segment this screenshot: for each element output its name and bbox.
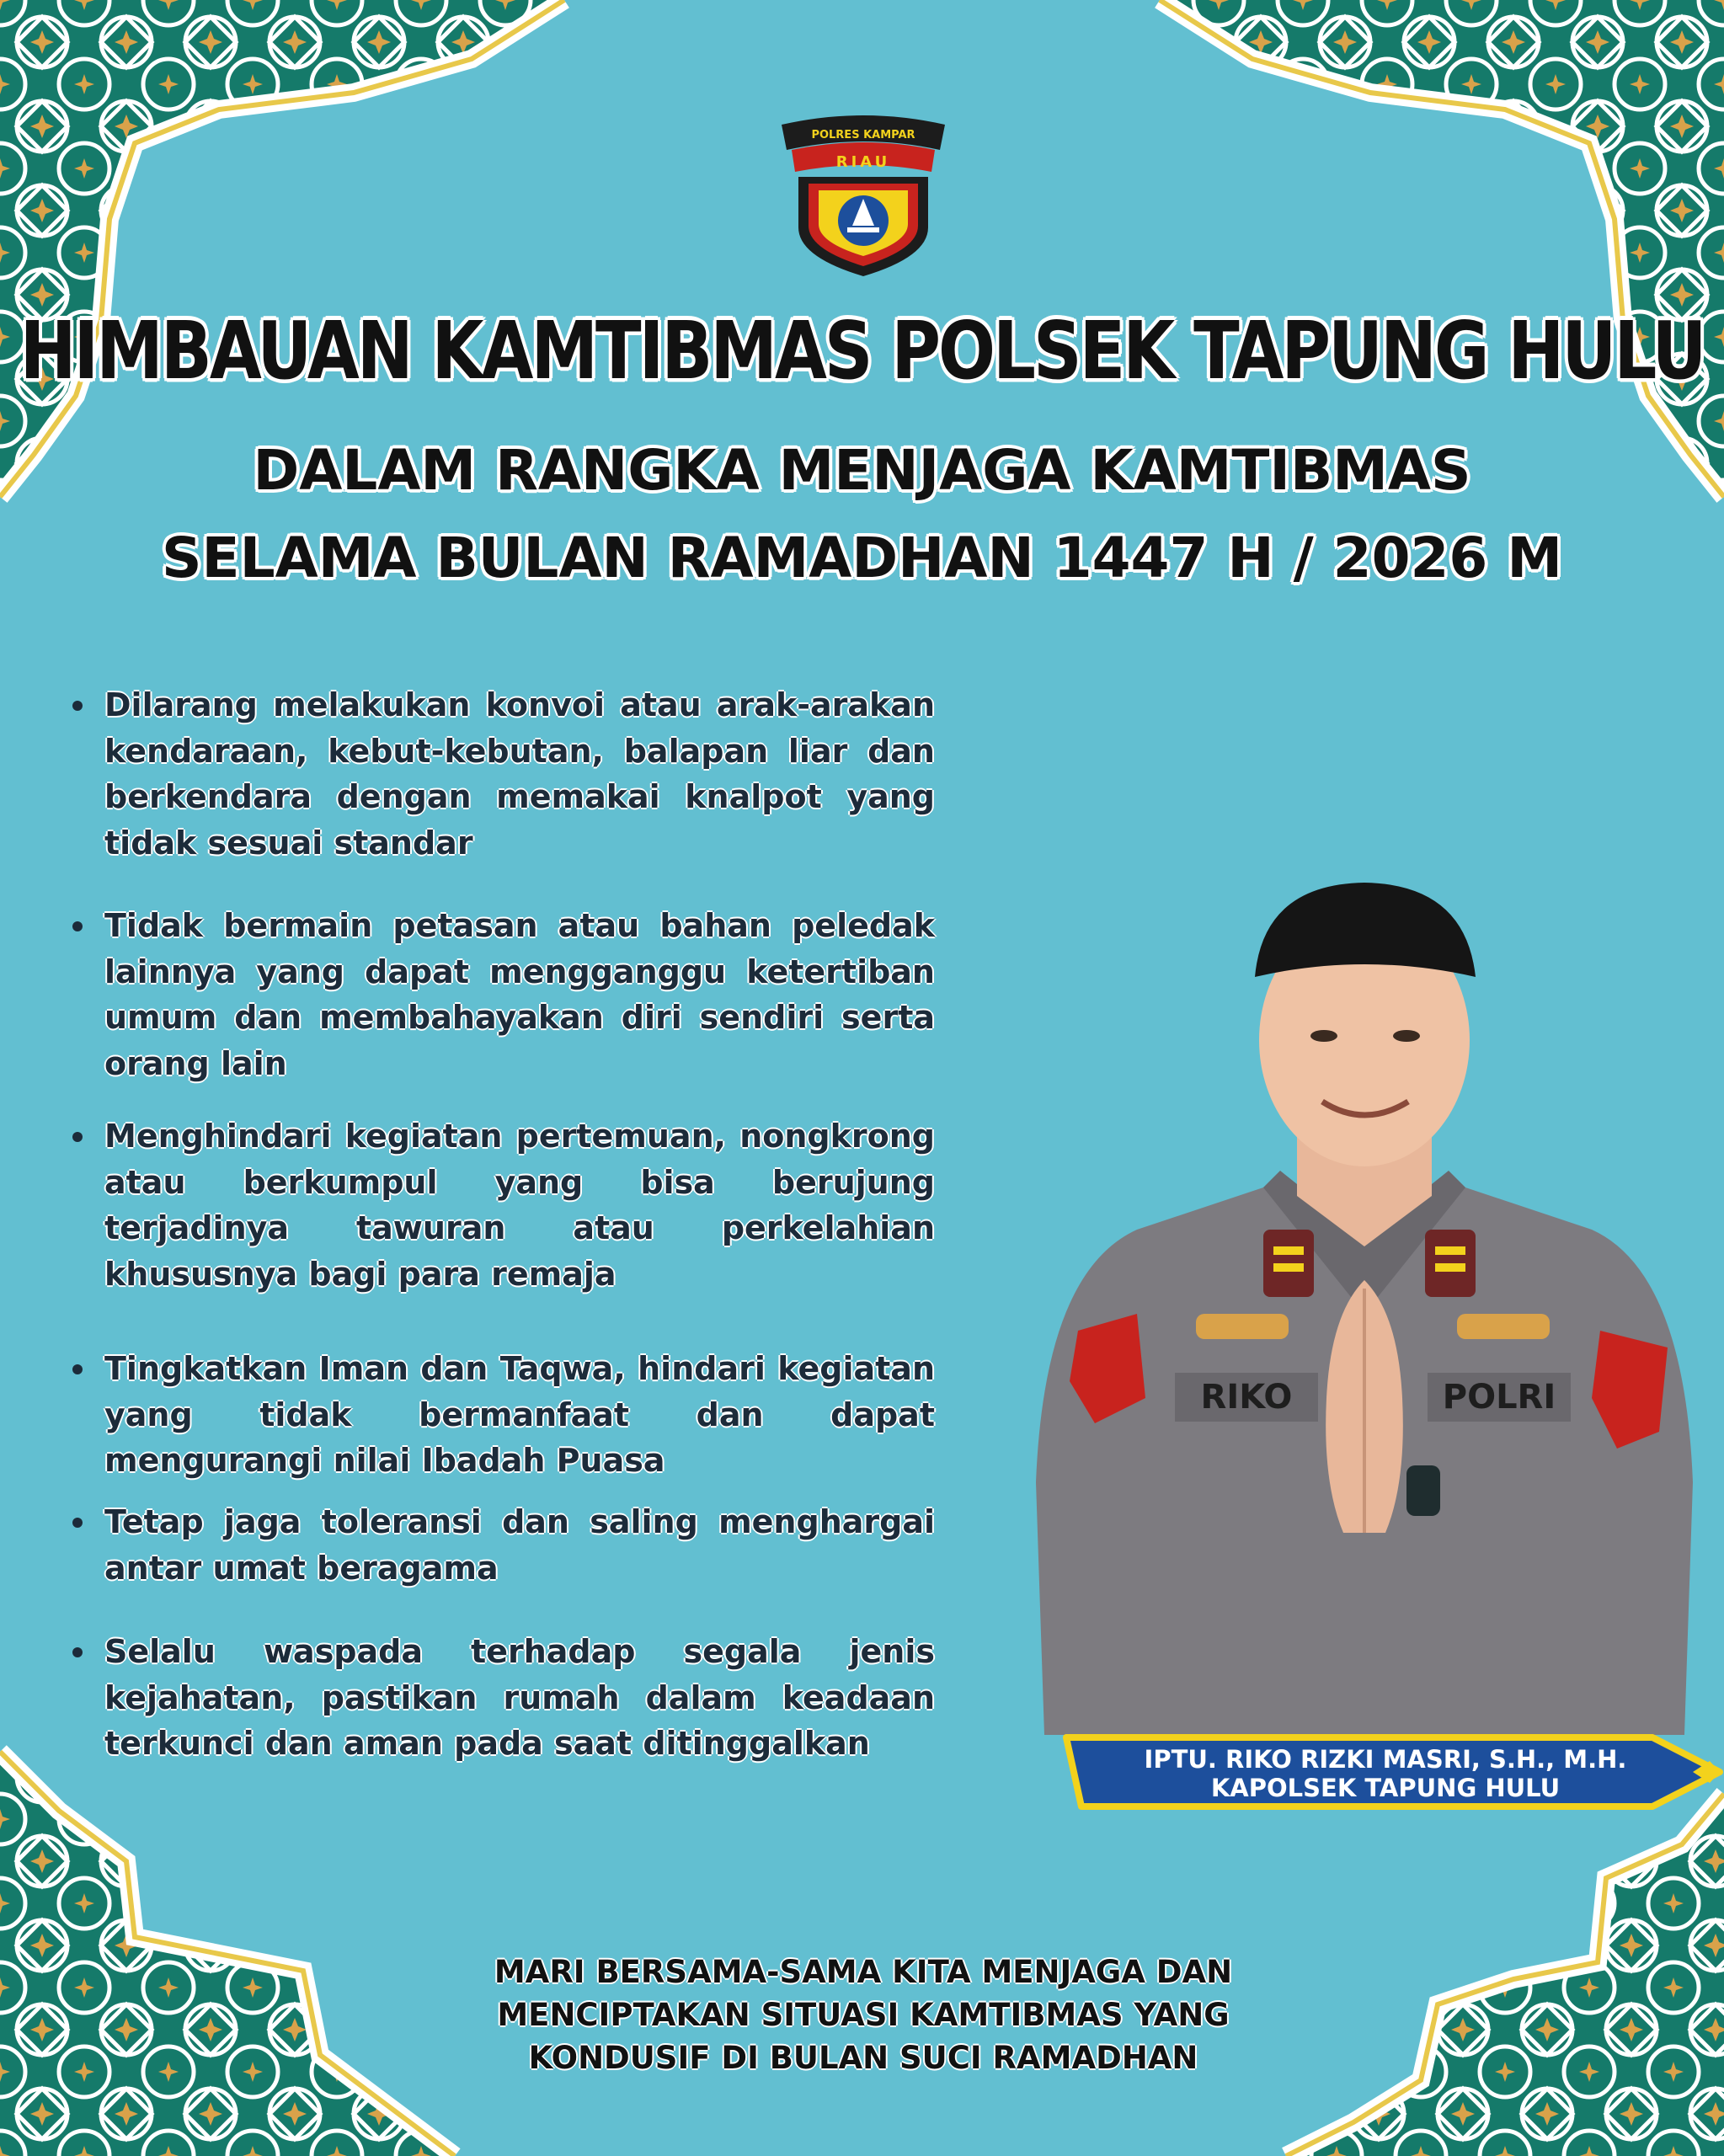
appeal-item — [67, 1629, 935, 1767]
appeal-item — [67, 682, 935, 866]
org-tag-text: POLRI — [1442, 1378, 1556, 1417]
officer-position: KAPOLSEK TAPUNG HULU — [1210, 1774, 1561, 1802]
bullet-icon — [72, 921, 83, 931]
appeal-text: Tetap jaga toleransi dan saling menghargai antar umat beragama — [104, 1503, 935, 1587]
appeal-item — [67, 1346, 935, 1484]
appeal-text: Dilarang melakukan konvoi atau arak-arakan kendaraan, kebut-kebutan, balapan liar dan berkendara dengan memakai knalpot yang tidak sesuai standar — [104, 686, 935, 862]
logo-top-text: POLRES KAMPAR — [811, 129, 915, 141]
subtitle-line-2: SELAMA BULAN RAMADHAN 1447 H / 2026 M — [161, 526, 1563, 590]
page-title: HIMBAUAN KAMTIBMAS POLSEK TAPUNG HULU — [19, 304, 1705, 398]
name-tag-text: RIKO — [1200, 1378, 1293, 1417]
ornament-top-left — [0, 0, 590, 505]
officer-portrait — [1011, 876, 1718, 1735]
polres-kampar-logo — [775, 109, 952, 278]
footer-message — [438, 1951, 1289, 2079]
appeal-text: Tidak bermain petasan atau bahan peledak lainnya yang dapat mengganggu ketertiban umum dan membahayakan diri sendiri serta orang lain — [104, 907, 935, 1082]
logo-banner-text: RIAU — [835, 153, 891, 171]
bullet-icon — [72, 701, 83, 711]
subtitle-line-1: DALAM RANGKA MENJAGA KAMTIBMAS — [253, 438, 1471, 503]
appeal-text: Selalu waspada terhadap segala jenis kejahatan, pastikan rumah dalam keadaan terkunci dan aman pada saat ditinggalkan — [104, 1633, 935, 1762]
appeal-item — [67, 903, 935, 1086]
footer-line-1: MARI BERSAMA-SAMA KITA MENJAGA DAN — [494, 1954, 1233, 1990]
bullet-icon — [72, 1518, 83, 1528]
appeal-item — [67, 1499, 935, 1591]
bullet-icon — [72, 1364, 83, 1374]
appeal-text: Tingkatkan Iman dan Taqwa, hindari kegiatan yang tidak bermanfaat dan dapat mengurangi nilai Ibadah Puasa — [104, 1350, 935, 1479]
officer-caption — [1095, 1745, 1676, 1802]
ornament-bottom-left — [0, 1735, 472, 2156]
footer-line-3: KONDUSIF DI BULAN SUCI RAMADHAN — [528, 2040, 1198, 2076]
bullet-icon — [72, 1132, 83, 1142]
bullet-icon — [72, 1647, 83, 1657]
footer-line-2: MENCIPTAKAN SITUASI KAMTIBMAS YANG — [497, 1997, 1230, 2033]
appeal-text: Menghindari kegiatan pertemuan, nongkrong atau berkumpul yang bisa berujung terjadinya tawuran atau perkelahian khususnya bagi para remaja — [104, 1118, 935, 1293]
ornament-top-right — [1134, 0, 1724, 505]
officer-name: IPTU. RIKO RIZKI MASRI, S.H., M.H. — [1144, 1745, 1627, 1774]
appeal-item — [67, 1113, 935, 1297]
